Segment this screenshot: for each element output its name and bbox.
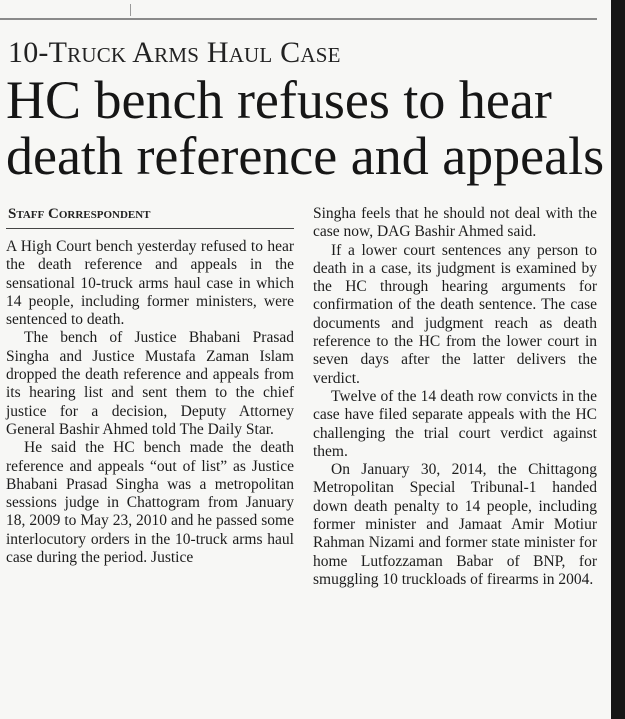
paragraph: If a lower court sentences any person to death in a case, its judgment is examined by the HC through hearing arguments for confirmation of the death sentence. The case documents and judgment reach as death reference to the HC from the lower court in seven days after the latter delivers the verdict. xyxy=(313,241,597,387)
paragraph: He said the HC bench made the death reference and appeals “out of list” as Justice Bhabani Prasad Singha was a metropolitan sessions judge in Chattogram from January 18, 2009 to May 23, 2010 and he passed some interlocutory orders in the 10-truck arms haul case during the period. Justice xyxy=(6,439,294,567)
page-edge-shadow xyxy=(611,0,625,719)
byline: Staff Correspondent xyxy=(8,206,151,222)
paragraph: Twelve of the 14 death row convicts in the case have filed separate appeals with the HC challenging the trial court verdict against them. xyxy=(313,387,597,460)
paragraph: On January 30, 2014, the Chittagong Metropolitan Special Tribunal-1 handed down death penalty to 14 people, including former minister and Jamaat Amir Motiur Rahman Nizami and former state minister for home Lutfozzaman Babar of BNP, for smuggling 10 truckloads of firearms in 2004. xyxy=(313,461,597,588)
article-column-1 xyxy=(6,238,294,567)
paragraph: The bench of Justice Bhabani Prasad Singha and Justice Mustafa Zaman Islam dropped the death reference and appeals from its hearing list and sent them to the chief justice for a decision, Deputy Attorney General Bashir Ahmed told The Daily Star. xyxy=(6,329,294,438)
article-column-2 xyxy=(313,205,597,589)
byline-rule xyxy=(6,228,294,229)
top-rule xyxy=(0,18,597,20)
paragraph: A High Court bench yesterday refused to hear the death reference and appeals in the sensational 10-truck arms haul case in which 14 people, including former ministers, were sentenced to death. xyxy=(6,238,294,329)
paragraph: Singha feels that he should not deal with the case now, DAG Bashir Ahmed said. xyxy=(313,205,597,241)
kicker: 10-Truck Arms Haul Case xyxy=(8,36,341,69)
headline: HC bench refuses to hear death reference and appeals xyxy=(6,70,605,186)
